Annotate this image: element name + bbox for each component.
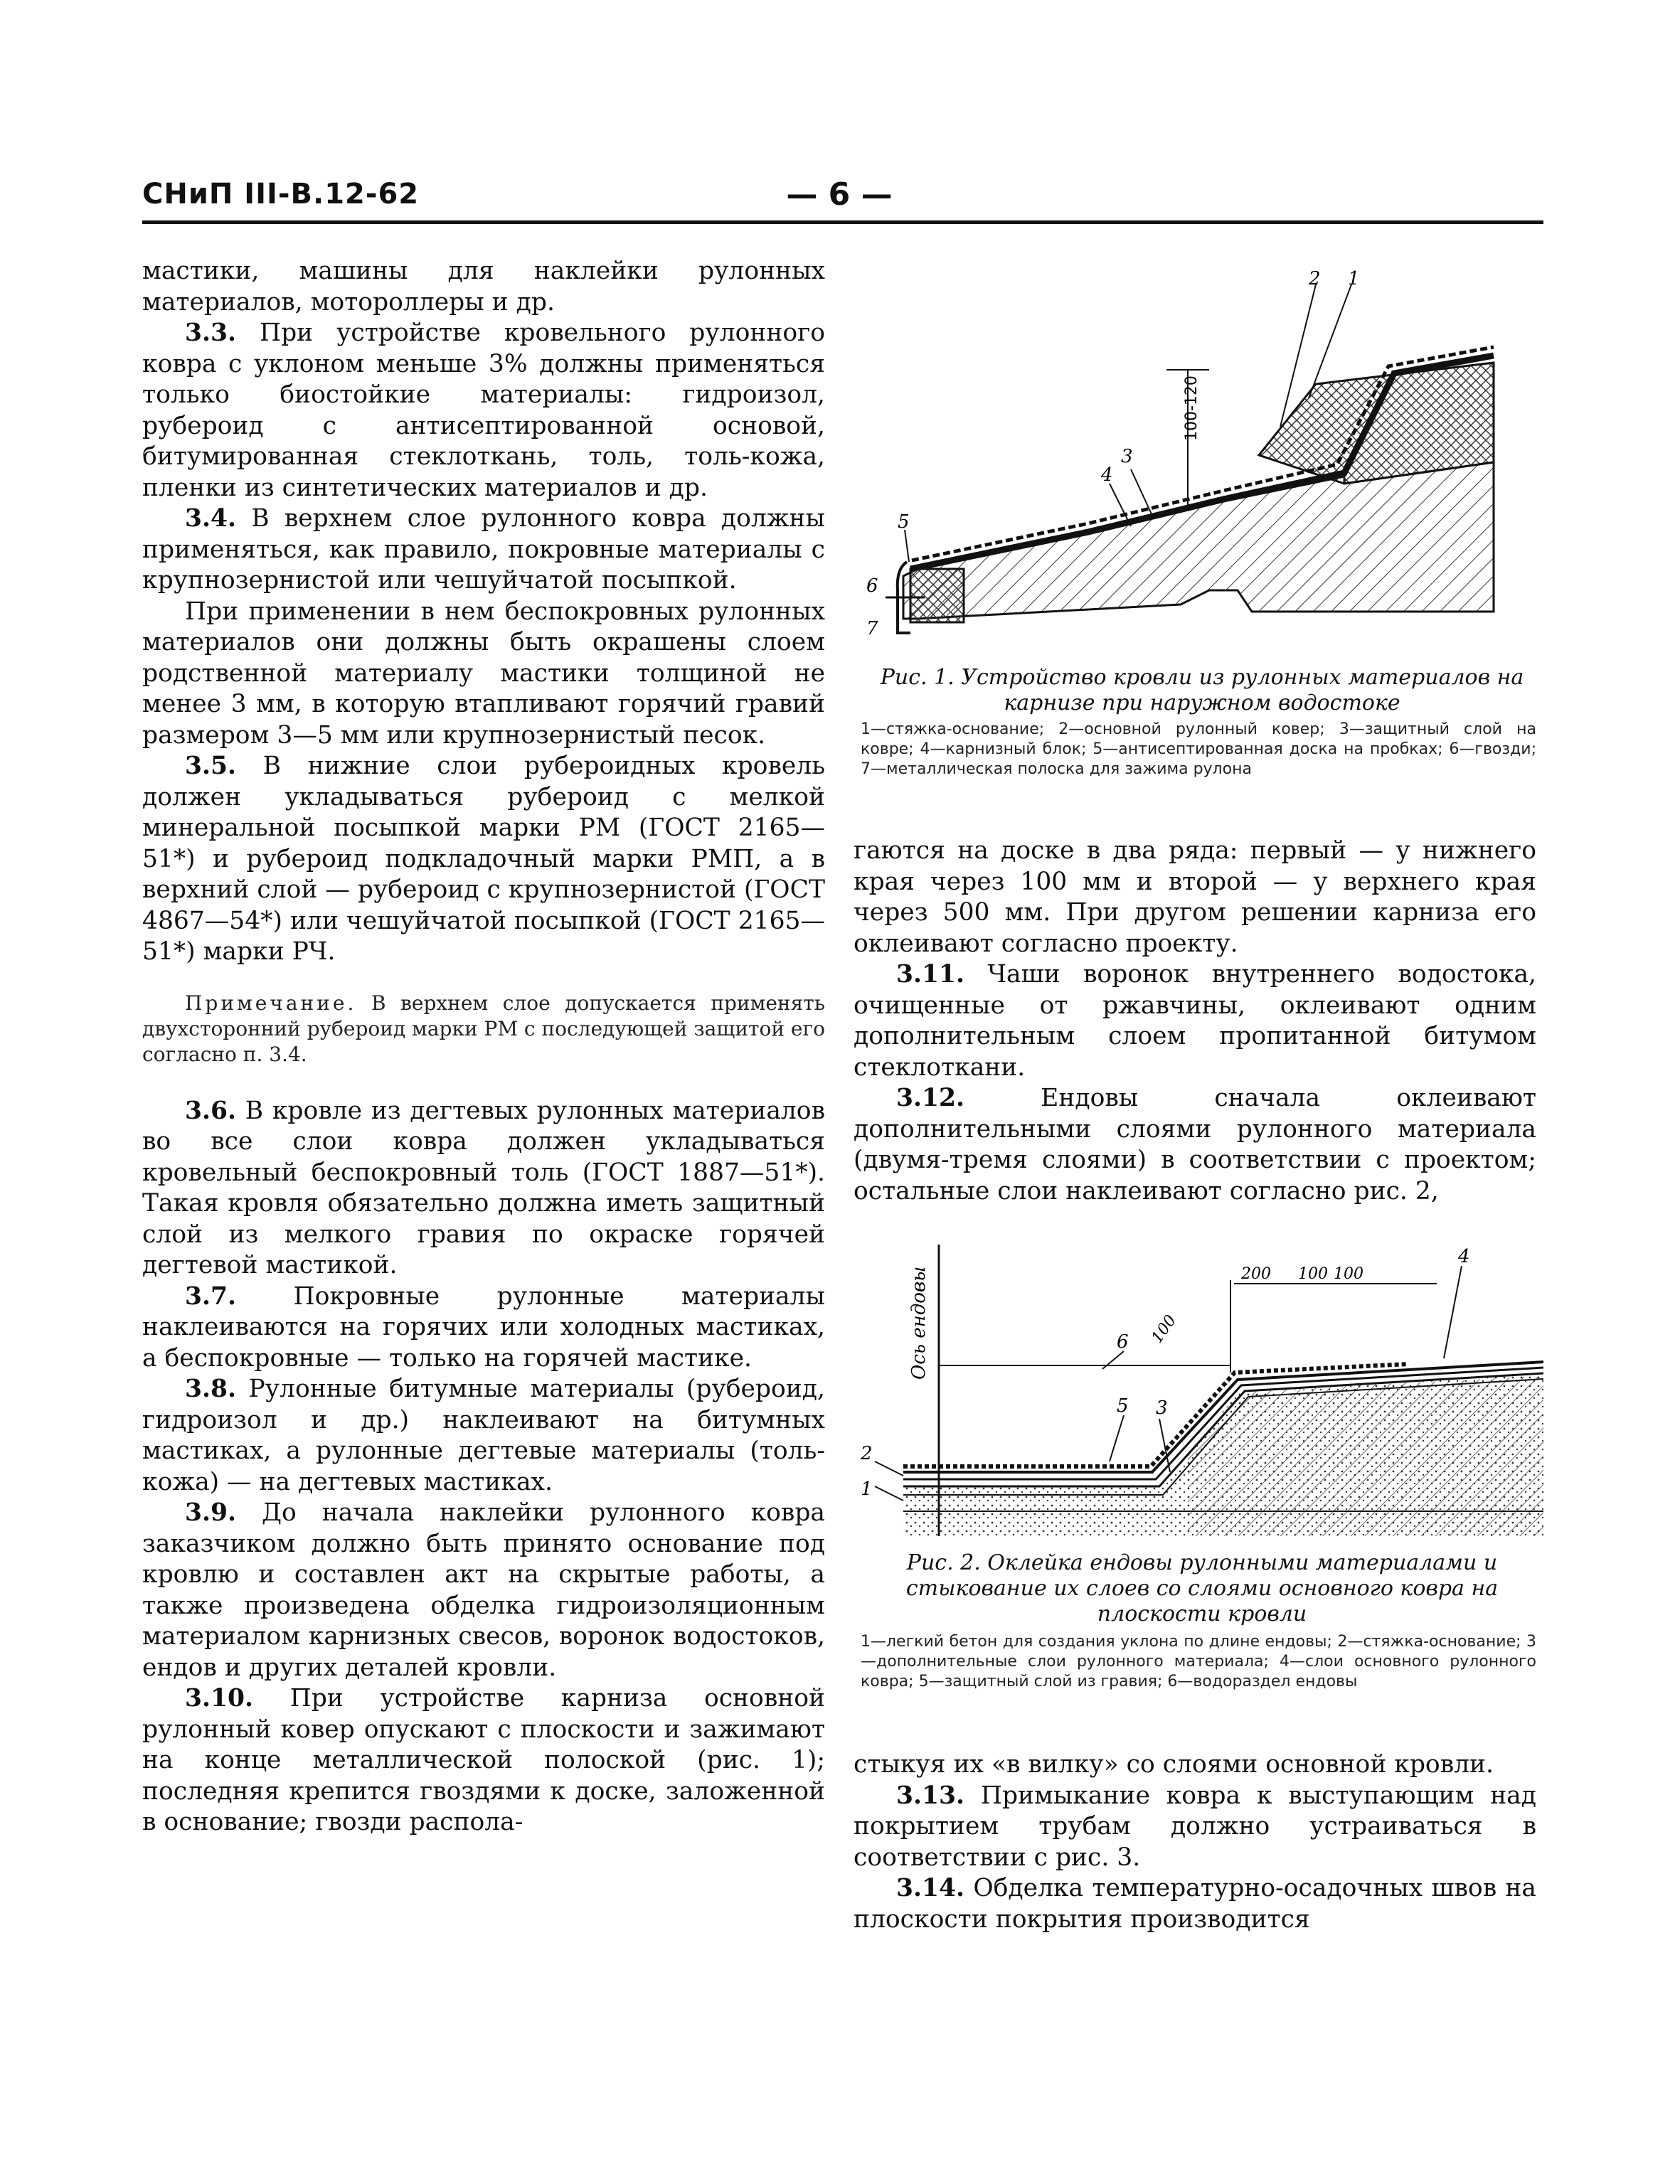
- figure-2-legend: 1—легкий бетон для создания уклона по длине ендовы; 2—стяжка-основание; 3—дополнительные слои рулонного материала; 4—слои основного рулонного ковра; 5—защитный слой из гравия; 6—водораздел ендовы: [861, 1633, 1536, 1690]
- clause-number: 3.8.: [185, 1375, 237, 1403]
- eave-board: [910, 569, 964, 622]
- header-rule: [142, 220, 1543, 224]
- label-6: 6: [866, 575, 878, 597]
- dim-200: 200: [1241, 1265, 1271, 1283]
- clause-3-7: [142, 1282, 825, 1375]
- note-lead: Примечание.: [185, 991, 357, 1015]
- label-2: 2: [1309, 268, 1321, 289]
- clause-number: 3.5.: [185, 752, 237, 780]
- leader-3: [1131, 469, 1152, 516]
- figure-2-valley-diagram: [854, 1230, 1543, 1543]
- clause-3-4: [142, 504, 825, 597]
- label-5: 5: [1117, 1395, 1129, 1417]
- label-4: 4: [1101, 464, 1113, 486]
- clause-text: В верхнем слое рулонного ковра должны применяться, как правило, покровные материалы с крупнозернистой или чешуйчатой посыпкой.: [142, 504, 825, 595]
- label-7: 7: [866, 618, 878, 639]
- axis-label: Ось ендовы: [908, 1266, 930, 1380]
- clause-text: В кровле из дегтевых рулонных материалов во все слои ковра должен укладываться кровельный беспокровный толь (ГОСТ 1887—51*). Такая кровля обязательно должна иметь защитный слой из мелкого гравия по окраске горячей дегтевой мастикой.: [142, 1096, 825, 1279]
- clause-number: 3.13.: [896, 1781, 965, 1810]
- figure-1-legend: 1—стяжка-основание; 2—основной рулонный ковер; 3—защитный слой на ковре; 4—карнизный блок; 5—антисептированная доска на пробках; 6—гвозди; 7—металлическая полоска для зажима рулона: [861, 720, 1536, 778]
- clause-3-5: [142, 751, 825, 968]
- figure-2-drawing: [854, 1230, 1543, 1543]
- clause-text: До начала наклейки рулонного ковра заказчиком должно быть принято основание под кровлю и составлен акт на скрытые работы, а также произведена обделка гидроизоляционным материалом карнизных свесов, воронок водостоков, ендов и других деталей кровли.: [142, 1498, 825, 1682]
- clause-text: Обделка температурно-осадочных швов на плоскости покрытия производится: [854, 1874, 1536, 1934]
- clause-3-14: [854, 1873, 1536, 1935]
- clause-number: 3.7.: [185, 1282, 237, 1311]
- label-1: 1: [861, 1479, 873, 1500]
- leader-1: [875, 1486, 903, 1501]
- clause-3-10: [142, 1683, 825, 1838]
- label-3: 3: [1156, 1397, 1168, 1419]
- clause-number: 3.11.: [896, 960, 965, 989]
- clause-3-13: [854, 1781, 1536, 1874]
- leader-6: [1102, 1351, 1124, 1369]
- clause-number: 3.12.: [896, 1084, 965, 1112]
- clause-text: При устройстве кровельного рулонного ковра с уклоном меньше 3% должны применяться только биостойкие материалы: гидроизол, рубероид с антисептированной основой, битумированная стеклоткань, толь, толь-кожа, пленки из синтетических материалов и др.: [142, 319, 825, 502]
- clause-number: 3.3.: [185, 319, 237, 347]
- leader-4: [1110, 484, 1131, 526]
- paragraph-continuation: гаются на доске в два ряда: первый — у нижнего края через 100 мм и второй — у верхнего края через 500 мм. При другом решении карниза его оклеивают согласно проекту.: [854, 836, 1536, 958]
- clause-text: Ендовы сначала оклеивают дополнительными слоями рулонного материала (двумя-тремя слоями) в соответствии с проектом; остальные слои наклеивают согласно рис. 2,: [854, 1084, 1536, 1205]
- left-column: [142, 256, 825, 1838]
- figure-1-drawing: [854, 256, 1543, 654]
- figure-1-roof-eave-diagram: [854, 256, 1543, 654]
- clause-3-8: [142, 1374, 825, 1498]
- label-6: 6: [1117, 1331, 1129, 1353]
- leader-5: [1110, 1415, 1124, 1461]
- clause-3-4-b: При применении в нем беспокровных рулонных материалов они должны быть окрашены слоем родственной материалу мастики толщиной не менее 3 мм, в которую втапливают горячий гравий размером 3—5 мм или крупнозернистый песок.: [142, 597, 825, 750]
- figure-1-caption: Рис. 1. Устройство кровли из рулонных материалов на карнизе при наружном водостоке: [880, 665, 1524, 715]
- clause-3-6: [142, 1096, 825, 1282]
- paragraph-continuation: мастики, машины для наклейки рулонных материалов, мотороллеры и др.: [142, 257, 825, 316]
- clause-3-11: [854, 959, 1536, 1083]
- clause-text: В нижние слои рубероидных кровель должен укладываться рубероид с мелкой минеральной посыпкой марки РМ (ГОСТ 2165—51*) и рубероид подкладочный марки РМП, а в верхний слой — рубероид с крупнозернистой (ГОСТ 4867—54*) или чешуйчатой посыпкой (ГОСТ 2165—51*) марки РЧ.: [142, 752, 825, 966]
- leader-2: [875, 1461, 903, 1476]
- page-header: [142, 178, 1543, 220]
- clause-text: Рулонные битумные материалы (рубероид, гидроизол и др.) наклеивают на битумных мастиках, а рулонные дегтевые материалы (толь-кожа) — на дегтевых мастиках.: [142, 1375, 825, 1496]
- dimension-label: 100-120: [1183, 375, 1201, 441]
- note-text: В верхнем слое допускается применять двухсторонний рубероид марки РМ с последующей защитой его согласно п. 3.4.: [142, 991, 825, 1066]
- dim-100-slope: 100: [1148, 1311, 1181, 1347]
- label-4: 4: [1458, 1246, 1470, 1267]
- label-5: 5: [898, 511, 910, 533]
- figure-2-caption: Рис. 2. Оклейка ендовы рулонными материалами и стыкование их слоев со слоями основного ковра на плоскости кровли: [905, 1550, 1499, 1626]
- label-3: 3: [1121, 446, 1133, 467]
- note: [142, 991, 825, 1067]
- clause-text: Примыкание ковра к выступающим над покрытием трубам должно устраиваться в соответствии с рис. 3.: [854, 1781, 1536, 1872]
- paragraph-continuation: стыкуя их «в вилку» со слоями основной кровли.: [854, 1750, 1494, 1779]
- clause-text: Покровные рулонные материалы наклеиваются на горячих или холодных мастиках, а беспокровные — только на горячей мастике.: [142, 1282, 825, 1373]
- clause-3-12: [854, 1083, 1536, 1207]
- dim-100-a: 100: [1298, 1265, 1328, 1283]
- base-screed: [903, 462, 1494, 619]
- right-column-bottom: [854, 1749, 1536, 1935]
- leader-5: [905, 530, 909, 562]
- leader-4: [1444, 1266, 1462, 1358]
- clause-3-9: [142, 1498, 825, 1683]
- clause-number: 3.6.: [185, 1096, 237, 1125]
- clause-text: Чаши воронок внутреннего водостока, очищенные от ржавчины, оклеивают одним дополнительным слоем пропитанной битумом стеклоткани.: [854, 960, 1536, 1082]
- right-column-top: [854, 836, 1536, 1207]
- clause-number: 3.14.: [896, 1874, 965, 1902]
- clause-text: При устройстве карниза основной рулонный ковер опускают с плоскости и зажимают на конце металлической полоской (рис. 1); последняя крепится гвоздями к доске, заложенной в основание; гвозди распола-: [142, 1684, 825, 1836]
- label-1: 1: [1348, 268, 1360, 289]
- clause-number: 3.4.: [185, 504, 237, 533]
- insulation-block: [1259, 363, 1494, 484]
- page-number: — 6 —: [786, 176, 893, 213]
- label-2: 2: [861, 1443, 873, 1464]
- clause-number: 3.10.: [185, 1684, 254, 1712]
- document-code: СНиП III-В.12-62: [142, 178, 420, 211]
- clause-3-3: [142, 318, 825, 504]
- clause-number: 3.9.: [185, 1498, 237, 1527]
- dim-100-b: 100: [1334, 1265, 1363, 1283]
